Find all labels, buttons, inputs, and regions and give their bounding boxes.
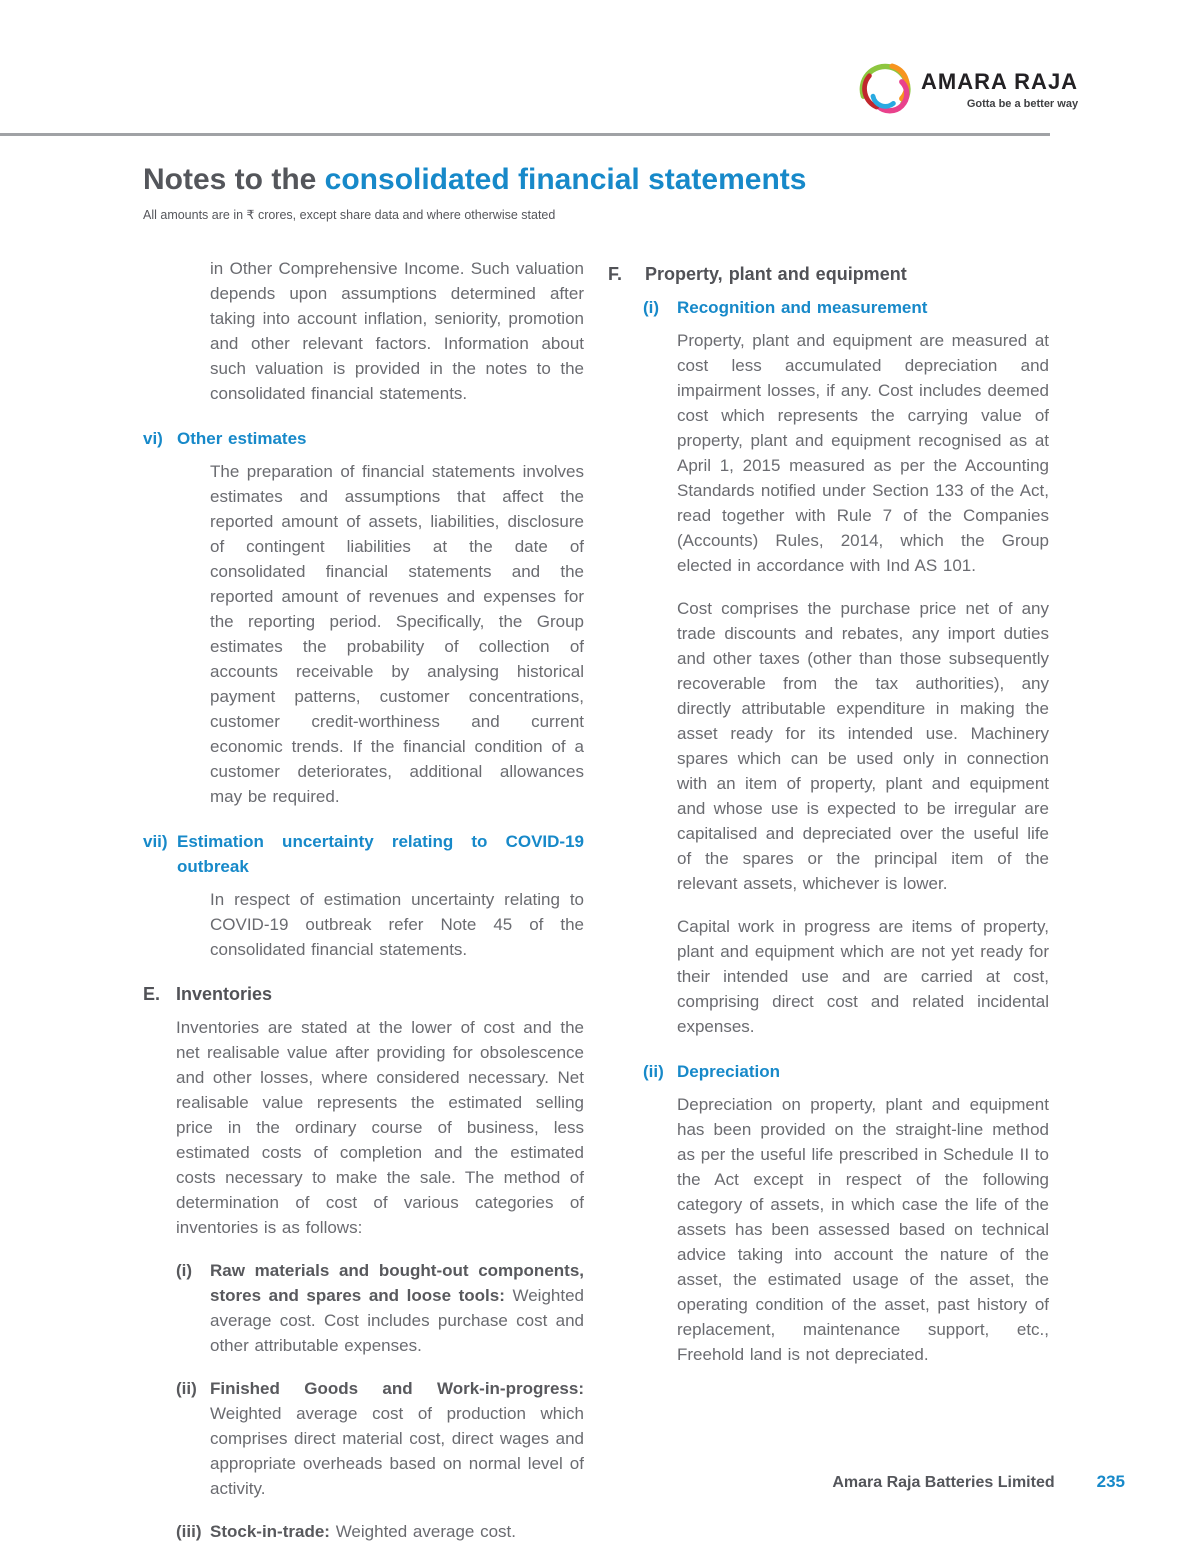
- heading-row-i: [643, 295, 1049, 320]
- page-subtitle: All amounts are in ₹ crores, except share data and where otherwise stated: [143, 208, 556, 222]
- section-e-label: E.: [143, 984, 161, 1004]
- inventories-paragraph: Inventories are stated at the lower of cost and the net realisable value after providing for obsolescence and other losses, where considered necessary. Net realisable value represents the estimated selling price in the ordinary course of business, less estimated costs of completion and the estimated costs necessary to make the sale. The method of determination of cost of various categories of inventories is as follows:: [176, 1018, 584, 1237]
- ii-label: (ii): [643, 1062, 664, 1081]
- vi-heading: Other estimates: [177, 429, 307, 448]
- page-title: [143, 163, 806, 197]
- ii-heading: Depreciation: [677, 1062, 780, 1081]
- item-2-text: Finished Goods and Work-in-progress: Weighted average cost of production which comprises direct material cost, direct wages and appropriate overheads based on normal level of activity.: [210, 1379, 584, 1498]
- inventory-item-1: [176, 1258, 584, 1358]
- item-3-text: Stock-in-trade: Weighted average cost.: [210, 1522, 516, 1541]
- item-3-label: (iii): [176, 1522, 202, 1541]
- page-footer: [0, 1472, 1125, 1492]
- recognition-paragraph-3: Capital work in progress are items of property, plant and equipment which are not yet ready for their intended use and are carried at cost, comprising direct cost and related incidental expenses.: [677, 917, 1049, 1036]
- brand-text: [921, 69, 1078, 110]
- heading-row-vii: [143, 829, 584, 879]
- i-heading: Recognition and measurement: [677, 298, 928, 317]
- vi-paragraph: The preparation of financial statements involves estimates and assumptions that affect the reported amount of assets, liabilities, disclosure of contingent liabilities at the date of consolidated financial statements and the reported amount of revenues and expenses for the reporting period. Specifically, the Group estimates the probability of collection of accounts receivable by analysing historical payment patterns, customer concentrations, customer credit-worthiness and current economic trends. If the financial condition of a customer deteriorates, additional allowances may be required.: [210, 462, 584, 806]
- heading-row-e: [143, 982, 584, 1007]
- brand-name: AMARA RAJA: [921, 68, 1079, 94]
- page-title-dark: Notes to the: [143, 163, 325, 196]
- left-column: [143, 256, 584, 1559]
- brand-tagline: Gotta be a better way: [966, 97, 1079, 110]
- heading-row-vi: [143, 426, 584, 451]
- amara-raja-logo-icon: [855, 58, 915, 120]
- depreciation-paragraph: Depreciation on property, plant and equipment has been provided on the straight-line method as per the useful life prescribed in Schedule II to the Act except in respect of the following category of assets, in which case the life of the assets has been assessed based on technical advice taking into account the nature of the asset, the estimated usage of the asset, the operating condition of the asset, past history of replacement, maintenance support, etc., Freehold land is not depreciated.: [677, 1095, 1049, 1364]
- vi-label: vi): [143, 429, 163, 448]
- vii-paragraph: In respect of estimation uncertainty relating to COVID-19 outbreak refer Note 45 of the consolidated financial statements.: [210, 890, 584, 959]
- inventory-item-3: [176, 1519, 584, 1544]
- footer-company: Amara Raja Batteries Limited: [832, 1474, 1055, 1491]
- heading-row-ii: [643, 1059, 1049, 1084]
- section-f-label: F.: [608, 264, 623, 284]
- section-e-heading: Inventories: [176, 984, 273, 1004]
- vii-label: vii): [143, 832, 168, 851]
- right-column: [608, 262, 1049, 1385]
- brand-block: [855, 58, 1079, 120]
- section-f-heading: Property, plant and equipment: [645, 264, 907, 284]
- i-label: (i): [643, 298, 660, 317]
- heading-row-f: [608, 262, 1049, 287]
- item-1-text: Raw materials and bought-out components, stores and spares and loose tools: Weighted average cost. Cost includes purchase cost and other attributable expenses.: [210, 1261, 585, 1355]
- recognition-paragraph-2: Cost comprises the purchase price net of any trade discounts and rebates, any import duties and other taxes (other than those subsequently recoverable from the tax authorities), any directly attributable expenditure in making the asset ready for its intended use. Machinery spares which can be used only in connection with an item of property, plant and equipment and whose use is expected to be irregular are capitalised and depreciated over the useful life of the spares or the principal item of the relevant assets, whichever is lower.: [677, 599, 1049, 893]
- vii-heading: Estimation uncertainty relating to COVID-19 outbreak: [177, 832, 584, 876]
- footer-page-number: 235: [1096, 1472, 1125, 1491]
- recognition-paragraph-1: Property, plant and equipment are measured at cost less accumulated depreciation and impairment losses, if any. Cost includes deemed cost which represents the carrying value of property, plant and equipment recognised as at April 1, 2015 measured as per the Accounting Standards notified under Section 133 of the Act, read together with Rule 7 of the Companies (Accounts) Rules, 2014, which the Group elected in accordance with Ind AS 101.: [677, 331, 1049, 575]
- item-2-label: (ii): [176, 1379, 197, 1398]
- page-title-accent: consolidated financial statements: [324, 163, 807, 196]
- intro-paragraph: in Other Comprehensive Income. Such valuation depends upon assumptions determined after taking into account inflation, seniority, promotion and other relevant factors. Information about such valuation is provided in the notes to the consolidated financial statements.: [210, 259, 584, 403]
- header-divider: [0, 133, 1050, 136]
- item-1-label: (i): [176, 1261, 193, 1280]
